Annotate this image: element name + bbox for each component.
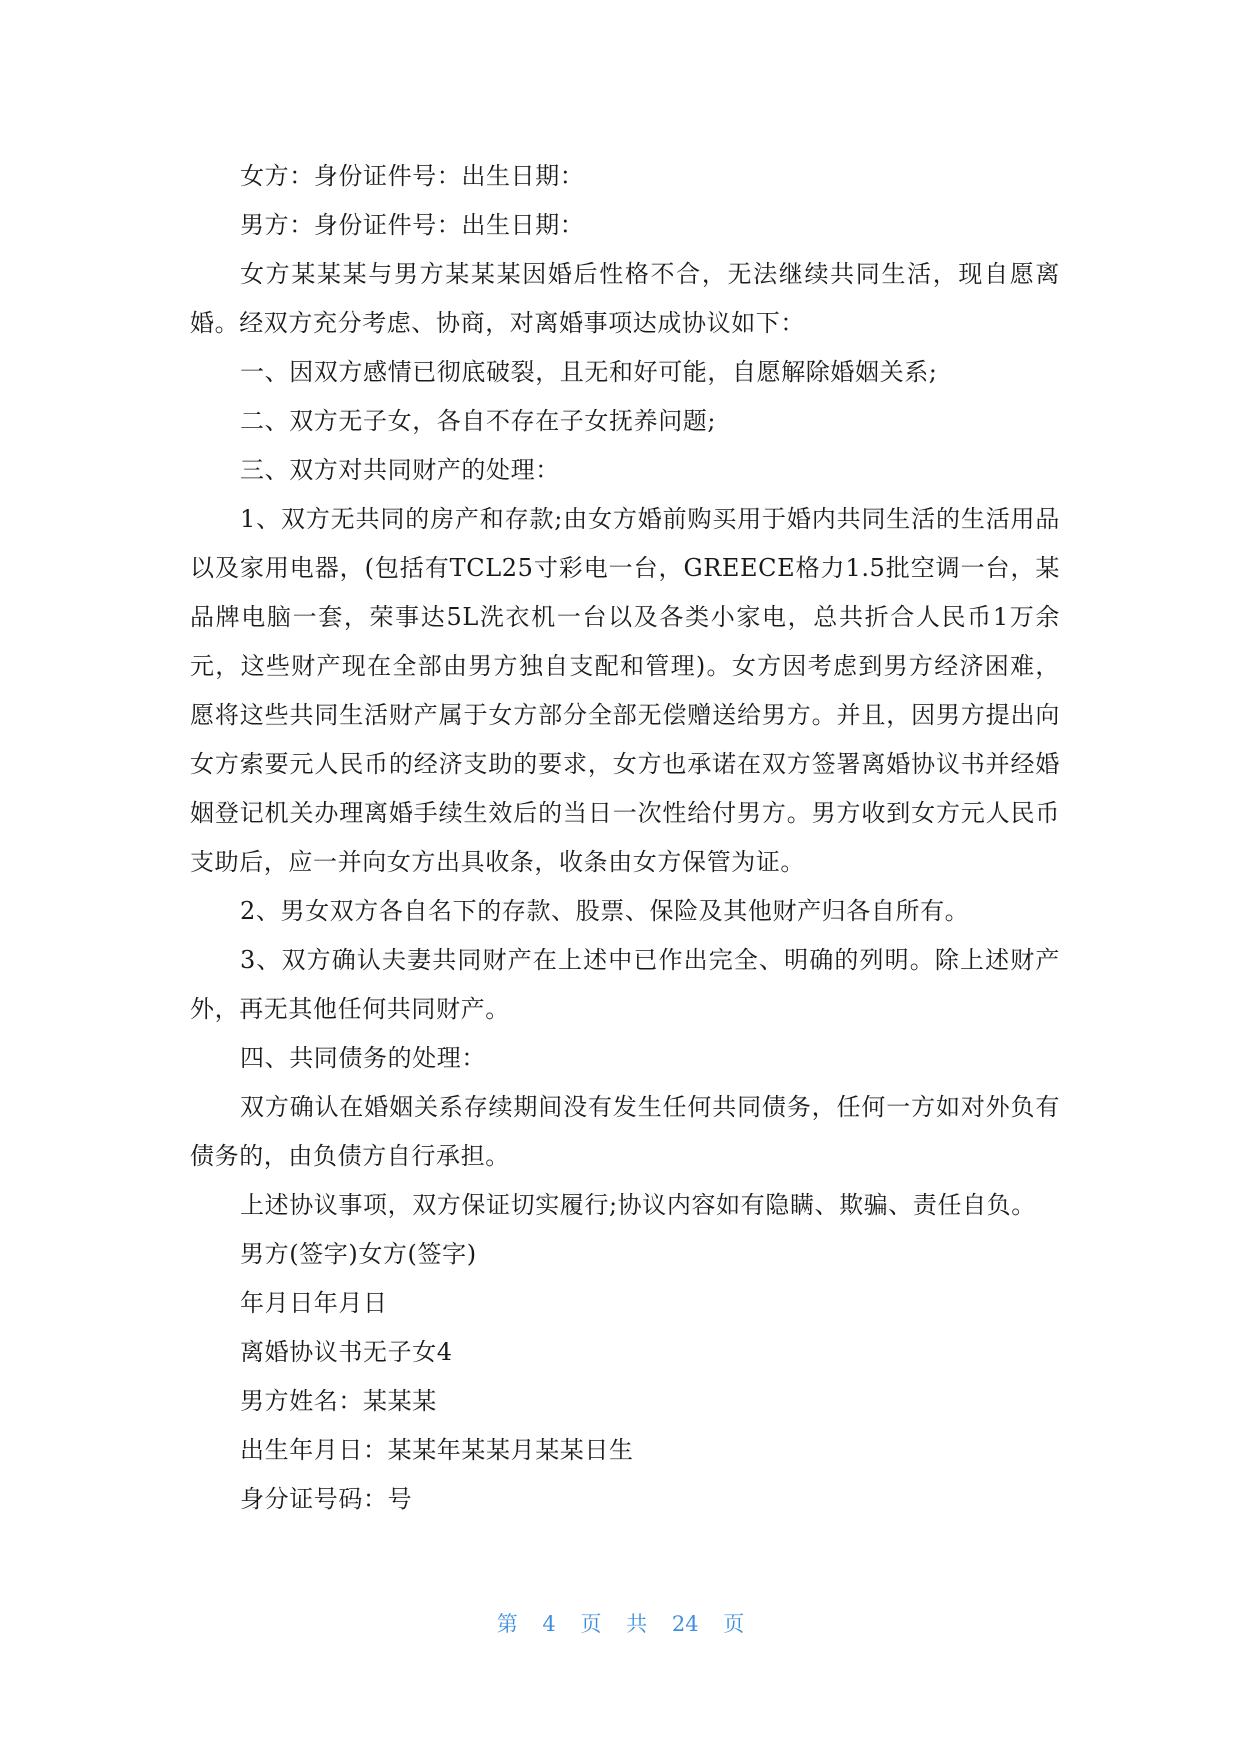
page-footer (0, 1608, 1241, 1638)
paragraph-id-number: 身分证号码：号 (240, 1485, 413, 1513)
footer-total-pages: 24 (671, 1612, 699, 1636)
footer-di: 第 (496, 1612, 518, 1636)
paragraph-birth-date: 出生年月日：某某年某某月某某日生 (240, 1436, 634, 1464)
paragraph-clause-1: 一、因双方感情已彻底破裂，且无和好可能，自愿解除婚姻关系; (240, 358, 938, 386)
paragraph-debt: 双方确认在婚姻关系存续期间没有发生任何共同债务，任何一方如对外负有债务的，由负债方自行承担。 (190, 1093, 1060, 1170)
paragraph-clause-2: 二、双方无子女，各自不存在子女抚养问题; (240, 407, 717, 435)
paragraph-section-title: 离婚协议书无子女4 (240, 1338, 453, 1366)
paragraph-guarantee: 上述协议事项，双方保证切实履行;协议内容如有隐瞒、欺骗、责任自负。 (240, 1191, 1036, 1219)
paragraph-dates: 年月日年月日 (240, 1289, 388, 1317)
footer-ye: 页 (580, 1612, 602, 1636)
paragraph-intro: 女方某某某与男方某某某因婚后性格不合，无法继续共同生活，现自愿离婚。经双方充分考虑、协商，对离婚事项达成协议如下： (190, 260, 1060, 337)
paragraph-male-name: 男方姓名：某某某 (240, 1387, 437, 1415)
paragraph-property-1: 1、双方无共同的房产和存款;由女方婚前购买用于婚内共同生活的生活用品以及家用电器，(包括有TCL25寸彩电一台，GREECE格力1.5批空调一台，某品牌电脑一套，荣事达5L洗衣机一台以及各类小家电，总共折合人民币1万余元，这些财产现在全部由男方独自支配和管理)。女方因考虑到男方经济困难，愿将这些共同生活财产属于女方部分全部无偿赠送给男方。并且，因男方提出向女方索要元人民币的经济支助的要求，女方也承诺在双方签署离婚协议书并经婚姻登记机关办理离婚手续生效后的当日一次性给付男方。男方收到女方元人民币支助后，应一并向女方出具收条，收条由女方保管为证。 (190, 505, 1060, 876)
paragraph-female-info: 女方：身份证件号：出生日期： (240, 162, 585, 190)
paragraph-clause-4-heading: 四、共同债务的处理： (240, 1044, 486, 1072)
document-body (190, 152, 1060, 1524)
footer-ye2: 页 (723, 1612, 745, 1636)
paragraph-male-info: 男方：身份证件号：出生日期： (240, 211, 585, 239)
paragraph-property-2: 2、男女双方各自名下的存款、股票、保险及其他财产归各自所有。 (240, 897, 970, 925)
paragraph-signatures: 男方(签字)女方(签字) (240, 1240, 477, 1268)
footer-gong: 共 (626, 1612, 648, 1636)
paragraph-property-3: 3、双方确认夫妻共同财产在上述中已作出完全、明确的列明。除上述财产外，再无其他任何共同财产。 (190, 946, 1060, 1023)
footer-page-number: 4 (542, 1612, 556, 1636)
paragraph-clause-3-heading: 三、双方对共同财产的处理： (240, 456, 560, 484)
